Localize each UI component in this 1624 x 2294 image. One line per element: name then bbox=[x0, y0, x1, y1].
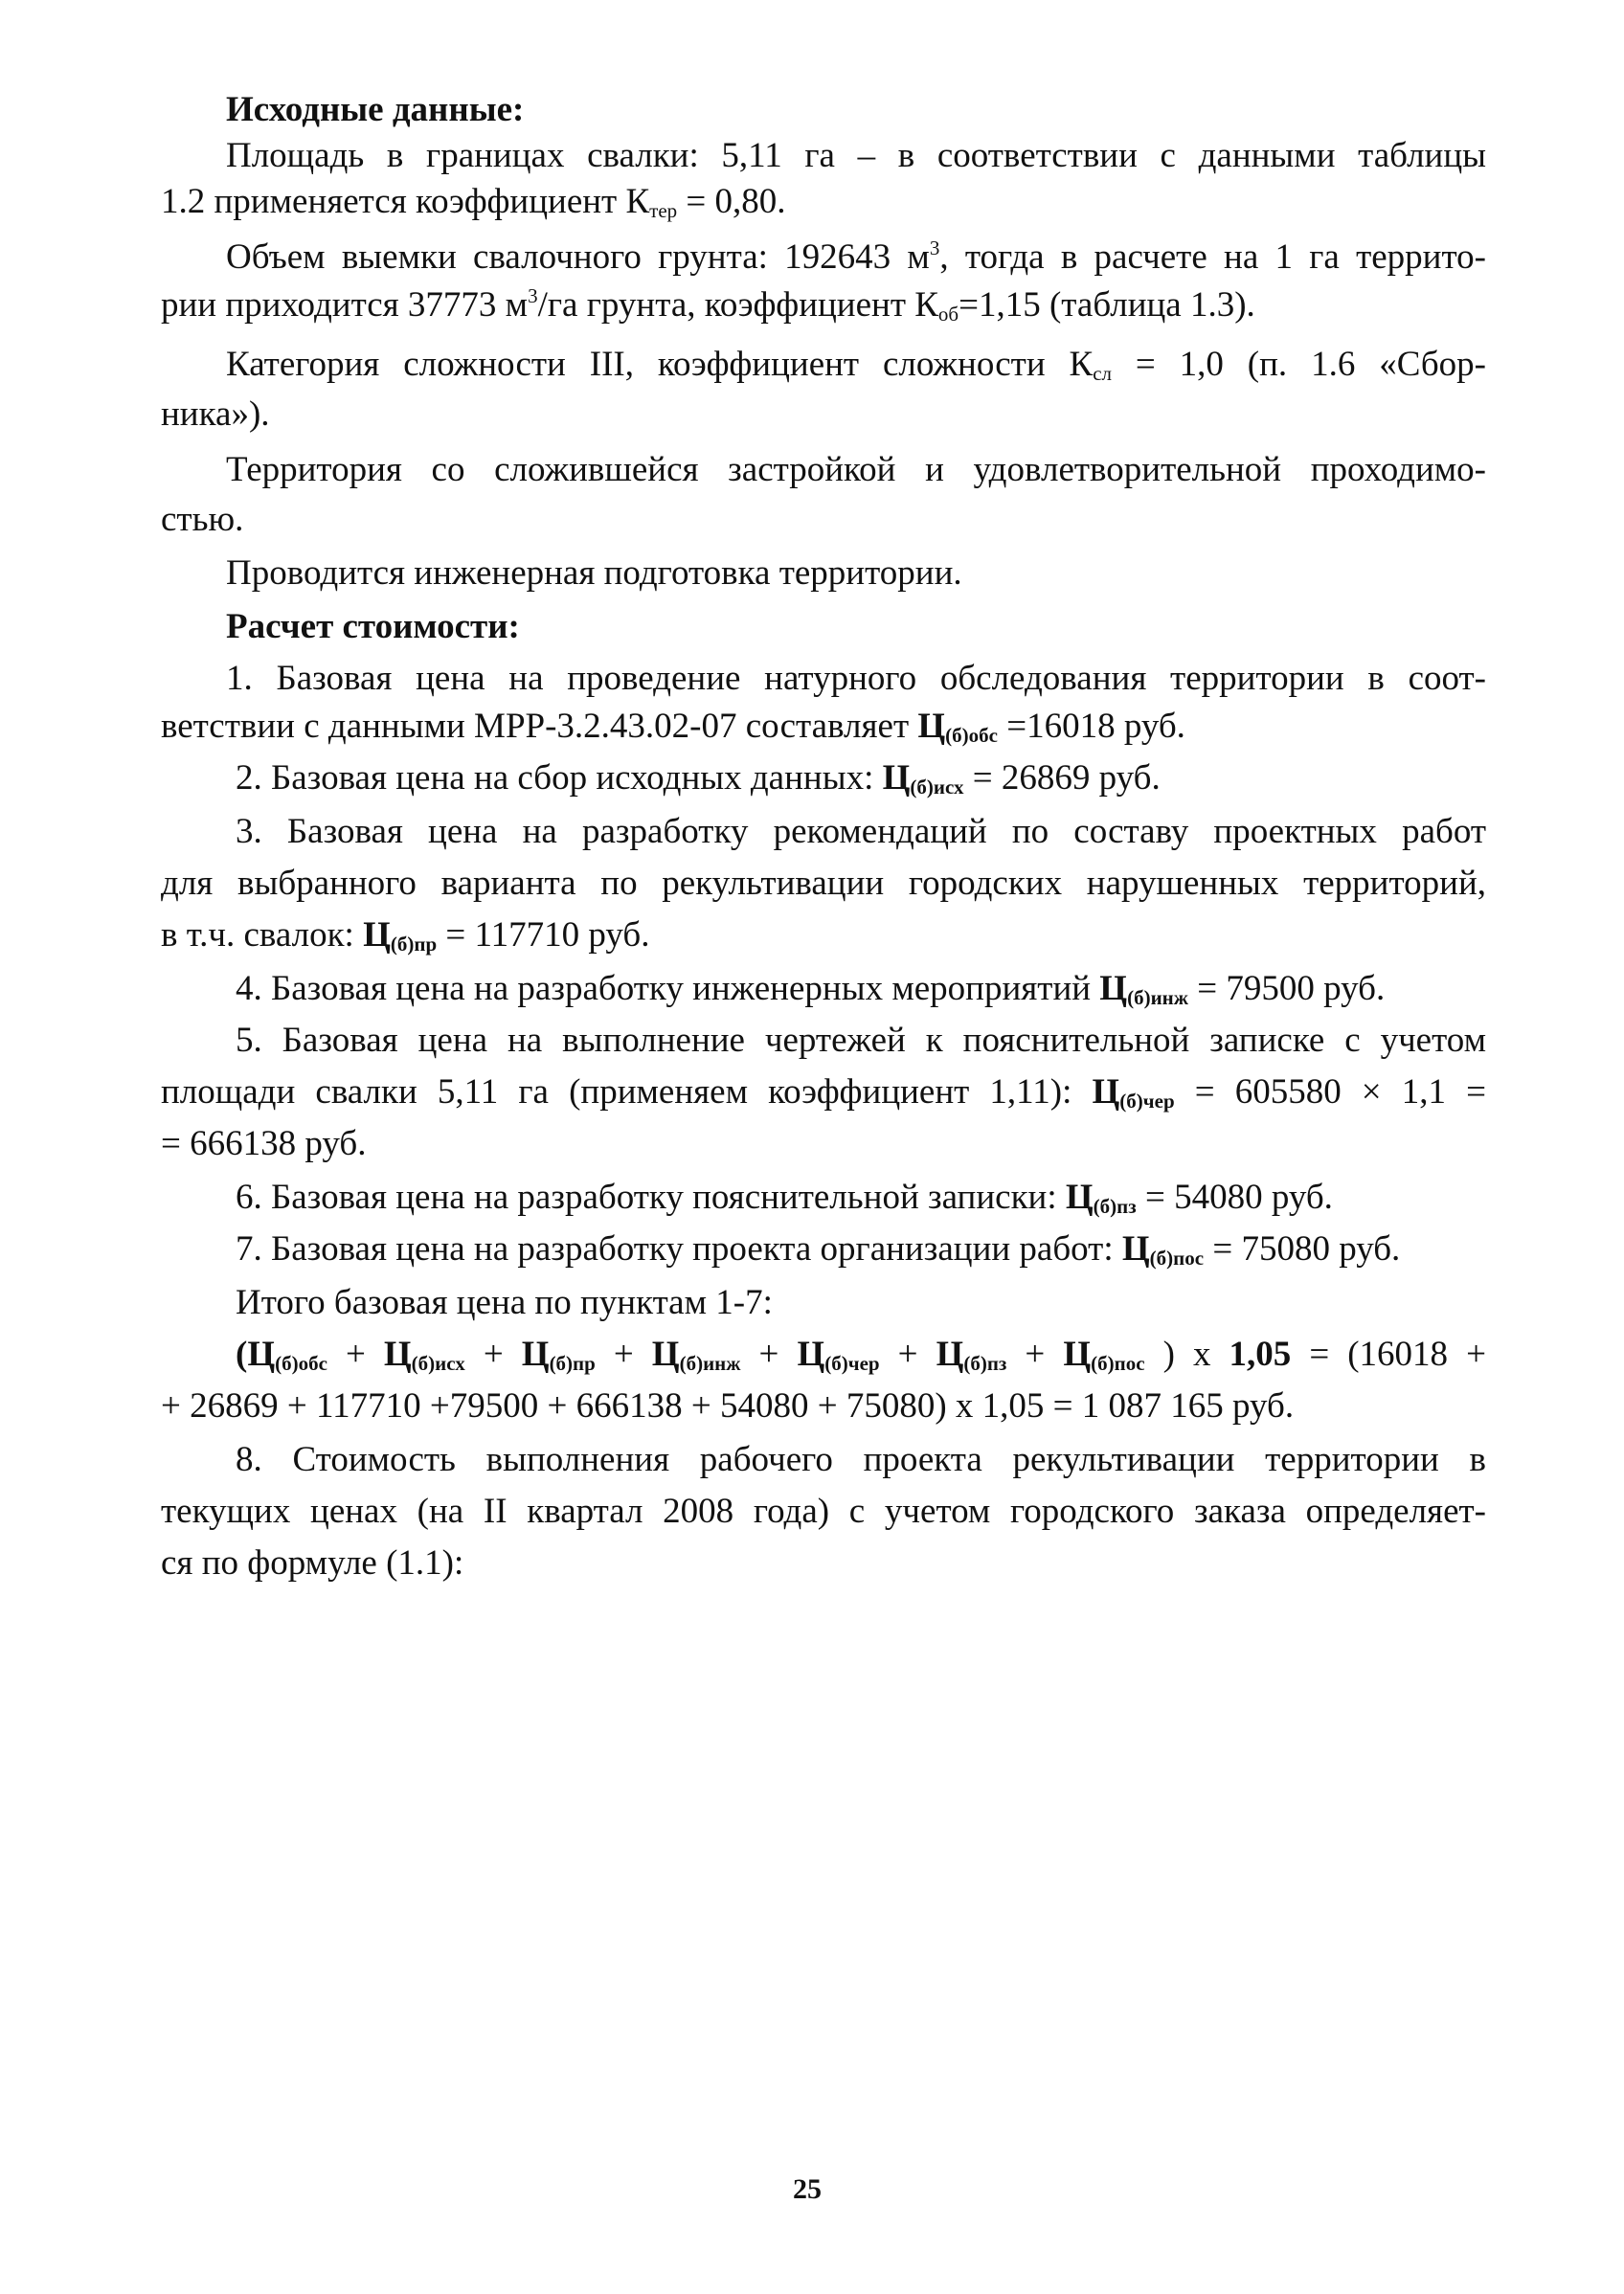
text-line: 1. Базовая цена на проведение натурного обследования территории в соот- bbox=[226, 659, 1486, 698]
text-line: 2. Базовая цена на сбор исходных данных: $Ц_{(б)исх} = 26869$ руб. bbox=[236, 758, 1161, 798]
formula-line: ($Ц_{(б)обс} + Ц_{(б)исх} + Ц_{(б)пр} + Ц_{(б)инж} + Ц_{(б)чер} + Ц_{(б)пз} + Ц_{(б)пос}$ ) х 1,05 = (16018 + bbox=[236, 1335, 1486, 1375]
text-line: Территория со сложившейся застройкой и удовлетворительной проходимо- bbox=[226, 450, 1486, 489]
text-line: 1.2 применяется коэффициент $К_{тер} = 0,80$. bbox=[161, 182, 786, 222]
text-line: 4. Базовая цена на разработку инженерных мероприятий $Ц_{(б)инж} = 79500$ руб. bbox=[236, 969, 1386, 1009]
text-line: Категория сложности III, коэффициент сложности $К_{сл} = 1,0$ (п. 1.6 «Сбор- bbox=[226, 345, 1486, 385]
text-line: Проводится инженерная подготовка территории. bbox=[226, 553, 962, 593]
text-line: = 666138 руб. bbox=[161, 1124, 367, 1163]
heading-source-data: Исходные данные: bbox=[226, 90, 525, 129]
text-line: текущих ценах (на II квартал 2008 года) с учетом городского заказа определяет- bbox=[161, 1492, 1486, 1531]
text-line: ся по формуле (1.1): bbox=[161, 1543, 464, 1583]
text-line: в т.ч. свалок: $Ц_{(б)пр} = 117710$ руб. bbox=[161, 915, 650, 956]
heading-cost-calc: Расчет стоимости: bbox=[226, 607, 520, 646]
formula-line: + 26869 + 117710 +79500 + 666138 + 54080 + 75080) х 1,05 = 1 087 165 руб. bbox=[161, 1386, 1295, 1426]
text-line: 5. Базовая цена на выполнение чертежей к пояснительной записке с учетом bbox=[236, 1021, 1486, 1060]
page-number: 25 bbox=[793, 2173, 822, 2205]
text-line: рии приходится 37773 $м^3/га$ грунта, коэффициент $К_{об}=1,15$ (таблица 1.3). bbox=[161, 284, 1255, 326]
text-line: ника»). bbox=[161, 394, 270, 434]
text-line: Площадь в границах свалки: 5,11 га – в соответствии с данными таблицы bbox=[226, 136, 1486, 175]
text-line: 8. Стоимость выполнения рабочего проекта рекультивации территории в bbox=[236, 1440, 1486, 1479]
text-line: Итого базовая цена по пунктам 1-7: bbox=[236, 1283, 773, 1322]
text-line: стью. bbox=[161, 500, 244, 539]
text-line: 7. Базовая цена на разработку проекта организации работ: $Ц_{(б)пос} = 75080$ руб. bbox=[236, 1229, 1401, 1270]
text-line: для выбранного варианта по рекультивации городских нарушенных территорий, bbox=[161, 864, 1486, 903]
text-line: площади свалки 5,11 га (применяем коэффициент 1,11): $Ц_{(б)чер} = 605580 \times 1,1$ = bbox=[161, 1072, 1486, 1113]
text-line: Объем выемки свалочного грунта: 192643 $м^3$, тогда в расчете на 1 га террито- bbox=[226, 236, 1486, 277]
text-line: ветствии с данными МРР-3.2.43.02-07 составляет $Ц_{(б)обс} =16018$ руб. bbox=[161, 707, 1185, 747]
text-line: 6. Базовая цена на разработку пояснительной записки: $Ц_{(б)пз} = 54080$ руб. bbox=[236, 1178, 1333, 1218]
text-line: 3. Базовая цена на разработку рекомендаций по составу проектных работ bbox=[236, 812, 1486, 851]
